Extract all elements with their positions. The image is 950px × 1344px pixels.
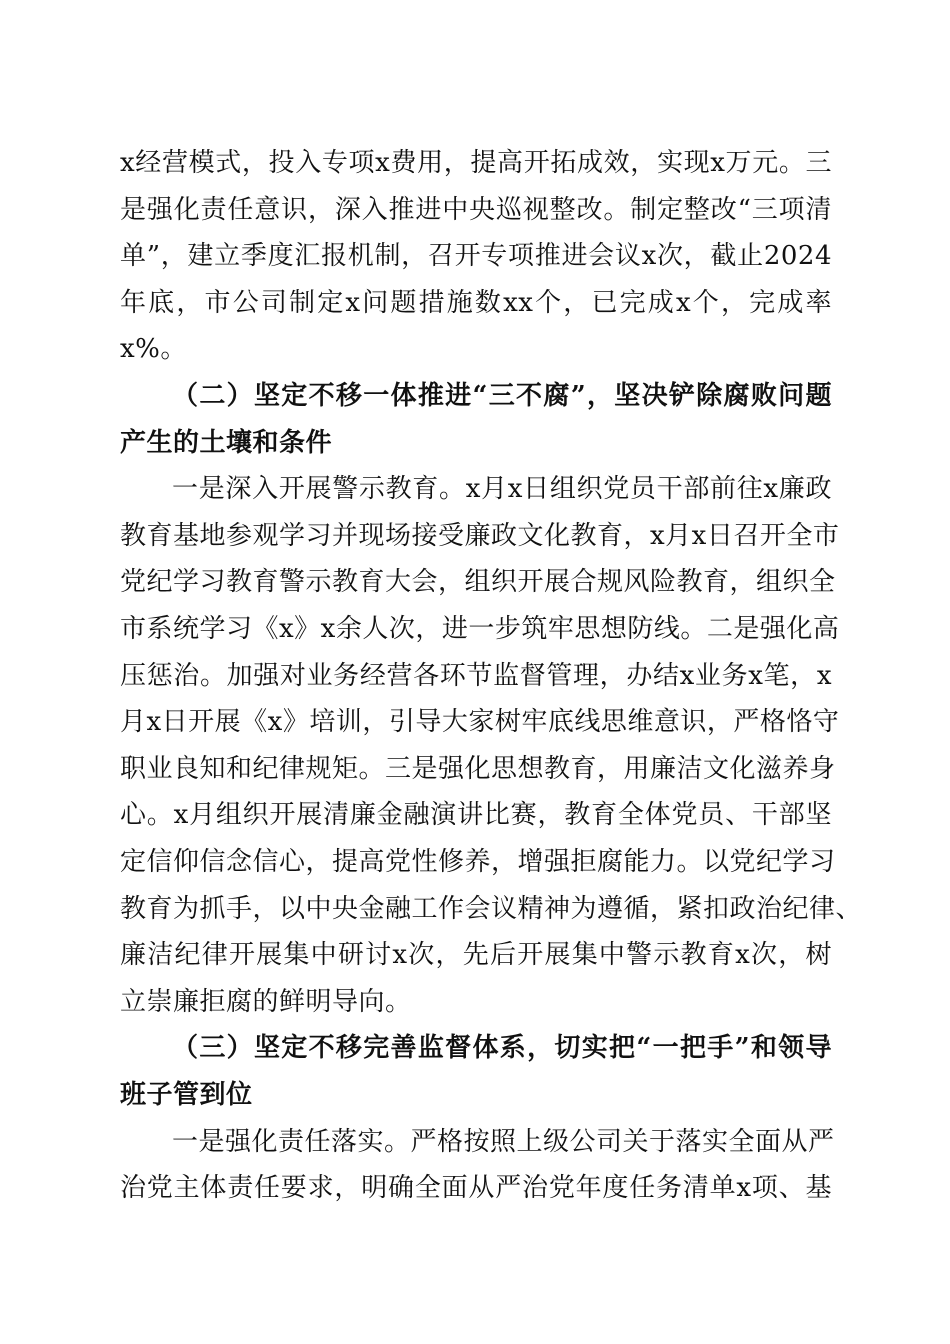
body-line: 市系统学习《x》x余人次，进一步筑牢思想防线。二是强化高 [120,614,840,644]
section-heading: 班子管到位 [120,1080,253,1110]
body-line: 廉洁纪律开展集中研讨x次，先后开展集中警示教育x次，树 [120,940,832,971]
body-line: 教育为抓手，以中央金融工作会议精神为遵循，紧扣政治纪律、 [120,893,863,924]
body-line: 定信仰信念信心，提高党性修养，增强拒腐能力。以党纪学习 [120,847,836,877]
body-line: 立崇廉拒腐的鲜明导向。 [120,986,412,1017]
body-line: 教育基地参观学习并现场接受廉政文化教育，x月x日召开全市 [120,520,840,551]
body-line: 职业良知和纪律规矩。三是强化思想教育，用廉洁文化滋养身 [120,753,836,784]
section-heading: （二）坚定不移一体推进“三不腐”，坚决铲除腐败问题 [172,381,832,411]
body-line: 年底，市公司制定x问题措施数xx个，已完成x个，完成率 [120,287,832,318]
body-line: 单”，建立季度汇报机制，召开专项推进会议x次，截止2024 [120,241,832,272]
body-line: 一是强化责任落实。严格按照上级公司关于落实全面从严 [172,1126,835,1157]
section-heading: （三）坚定不移完善监督体系，切实把“一把手”和领导 [172,1033,832,1064]
body-line: 党纪学习教育警示教育大会，组织开展合规风险教育，组织全 [120,567,836,598]
body-line: x经营模式，投入专项x费用，提高开拓成效，实现x万元。三 [120,148,832,178]
body-line: 治党主体责任要求，明确全面从严治党年度任务清单x项、基 [120,1173,832,1204]
body-line: 一是深入开展警示教育。x月x日组织党员干部前往x廉政 [172,474,832,505]
body-line: 压惩治。加强对业务经营各环节监督管理，办结x业务x笔，x [120,660,832,691]
section-heading: 产生的土壤和条件 [120,427,333,458]
body-line: 月x日开展《x》培训，引导大家树牢底线思维意识，严格恪守 [120,707,840,738]
body-line: 是强化责任意识，深入推进中央巡视整改。制定整改“三项清 [120,194,832,225]
body-line: 心。x月组织开展清廉金融演讲比赛，教育全体党员、干部坚 [120,800,832,831]
body-line: x%。 [120,334,187,365]
